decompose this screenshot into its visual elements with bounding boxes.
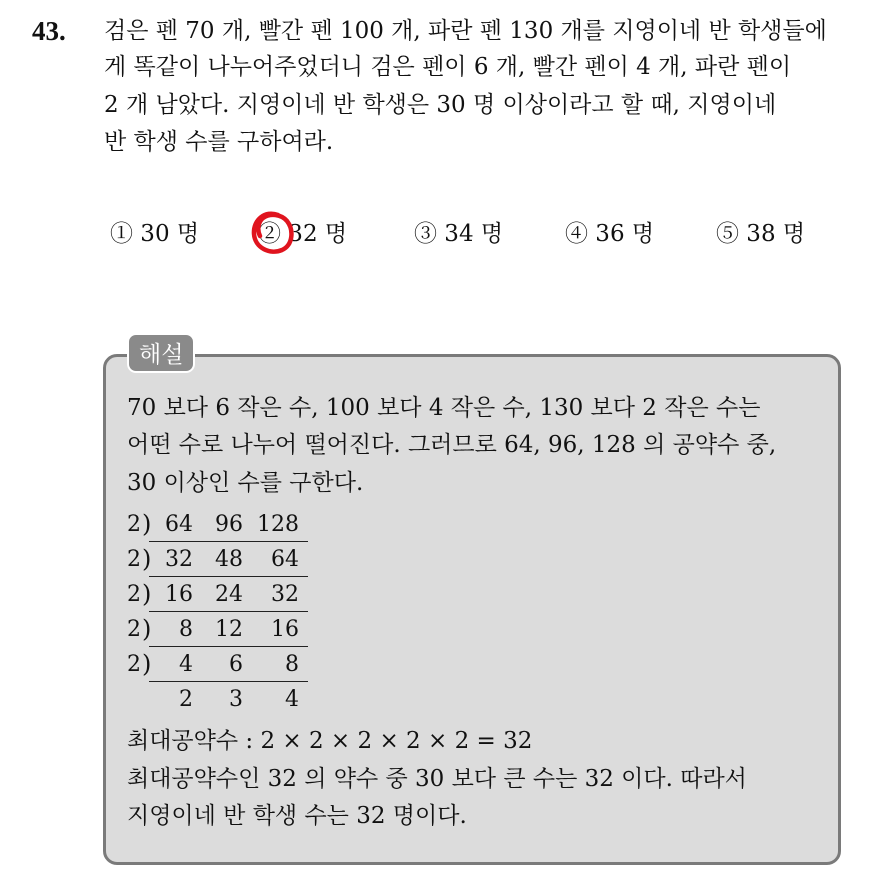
division-row — [127, 545, 327, 580]
dividend: 128 — [257, 512, 299, 537]
quotient: 2 — [179, 687, 193, 712]
dividend: 64 — [165, 512, 193, 537]
question-text-line-3: 2 개 남았다. 지영이네 반 학생은 30 명 이상이라고 할 때, 지영이네 — [104, 92, 777, 118]
gcd-line: 최대공약수 : 2 × 2 × 2 × 2 × 2 = 32 — [127, 728, 533, 754]
choice-3[interactable]: ③ 34 명 — [414, 221, 504, 247]
question-text-line-2: 게 똑같이 나누어주었더니 검은 펜이 6 개, 빨간 펜이 4 개, 파란 펜이 — [104, 54, 792, 80]
question-text-line-4: 반 학생 수를 구하여라. — [104, 129, 334, 155]
division-line — [149, 681, 308, 682]
quotient: 4 — [285, 687, 299, 712]
division-row — [127, 510, 327, 545]
dividend: 12 — [215, 617, 243, 642]
dividend: 96 — [215, 512, 243, 537]
division-line — [149, 646, 308, 647]
divisor: 2 — [127, 652, 141, 677]
division-bracket: ) — [142, 580, 152, 608]
dividend: 4 — [179, 652, 193, 677]
divisor: 2 — [127, 582, 141, 607]
choice-1[interactable]: ① 30 명 — [110, 221, 200, 247]
quotient: 3 — [229, 687, 243, 712]
choice-4[interactable]: ④ 36 명 — [565, 221, 655, 247]
answer-choices — [0, 217, 884, 251]
explanation-line-1: 70 보다 6 작은 수, 100 보다 4 작은 수, 130 보다 2 작은 수는 — [127, 395, 761, 421]
choice-2[interactable]: ② 32 명 — [258, 221, 348, 247]
division-bracket: ) — [142, 510, 152, 538]
division-row — [127, 650, 327, 685]
question-number: 43. — [32, 16, 66, 46]
quotient-row — [127, 685, 327, 720]
dividend: 24 — [215, 582, 243, 607]
dividend: 48 — [215, 547, 243, 572]
dividend: 16 — [271, 617, 299, 642]
explanation-tag: 해설 — [127, 333, 195, 373]
division-bracket: ) — [142, 650, 152, 678]
division-line — [149, 576, 308, 577]
explanation-line-3: 30 이상인 수를 구한다. — [127, 470, 364, 496]
conclusion-line-1: 최대공약수인 32 의 약수 중 30 보다 큰 수는 32 이다. 따라서 — [127, 766, 747, 792]
division-line — [149, 541, 308, 542]
dividend: 8 — [179, 617, 193, 642]
dividend: 32 — [271, 582, 299, 607]
division-bracket: ) — [142, 615, 152, 643]
division-bracket: ) — [142, 545, 152, 573]
dividend: 64 — [271, 547, 299, 572]
choice-5[interactable]: ⑤ 38 명 — [716, 221, 806, 247]
conclusion-line-2: 지영이네 반 학생 수는 32 명이다. — [127, 803, 467, 829]
dividend: 8 — [285, 652, 299, 677]
dividend: 6 — [229, 652, 243, 677]
division-line — [149, 611, 308, 612]
divisor: 2 — [127, 617, 141, 642]
ladder-division — [127, 510, 327, 720]
dividend: 32 — [165, 547, 193, 572]
division-row — [127, 615, 327, 650]
explanation-line-2: 어떤 수로 나누어 떨어진다. 그러므로 64, 96, 128 의 공약수 중, — [127, 432, 777, 458]
divisor: 2 — [127, 512, 141, 537]
division-row — [127, 580, 327, 615]
question-text-line-1: 검은 펜 70 개, 빨간 펜 100 개, 파란 펜 130 개를 지영이네 반 학생들에 — [104, 18, 827, 44]
answer-mark-circle — [248, 206, 296, 258]
divisor: 2 — [127, 547, 141, 572]
dividend: 16 — [165, 582, 193, 607]
